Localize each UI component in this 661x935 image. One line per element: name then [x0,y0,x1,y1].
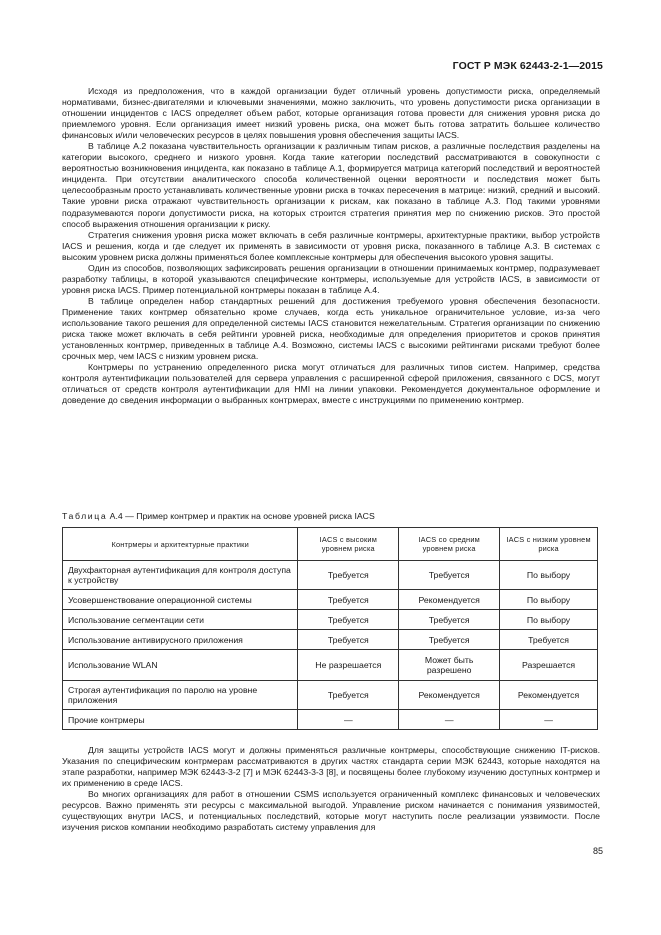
table-row [63,650,598,681]
table-cell: Требуется [500,630,598,650]
table-cell: Двухфакторная аутентификация для контроля доступа к устройству [63,561,298,590]
table-header-row [63,528,598,561]
column-header: IACS с низким уровнем риска [500,528,598,561]
table-cell: Требуется [298,590,399,610]
table-row [63,610,598,630]
table-cell: Прочие контрмеры [63,710,298,730]
table-cell: — [298,710,399,730]
table-cell: По выбору [500,561,598,590]
table-cell: Требуется [399,630,500,650]
table-cell: Требуется [298,681,399,710]
table-cell: По выбору [500,590,598,610]
table-cell: Требуется [298,610,399,630]
table-cell: Не разрешается [298,650,399,681]
countermeasures-table [62,527,598,730]
table-cell: Требуется [399,610,500,630]
table-caption-text: А.4 — Пример контрмер и практик на основе уровней риска IACS [107,511,375,521]
page-number: 85 [592,846,603,856]
paragraph: В таблице определен набор стандартных решений для достижения требуемого уровня обеспечения безопасности. Применение таких контрмер обязательно кроме случаев, когда есть уникальное ограничительное условие, из-за чего использование такого решения для определенной системы IACS становится нежелательным. Стратегия организации по снижению риска также может включать в себя рейтинги уровней риска, необходимые для определения приоритетов и сроков принятия установленных контрмер, приведенных в таблице А.4. Возможно, системы IACS с высокими рейтингами рисками требуют более срочных мер, чем IACS с низким уровнем риска. [62,295,600,362]
table-cell: — [500,710,598,730]
table-cell: Использование сегментации сети [63,610,298,630]
paragraph: В таблице А.2 показана чувствительность организации к различным типам рисков, а различные последствия разделены на категории высокого, среднего и низкого уровня. Когда такие категории последствий рассматриваются в совокупности с вероятностью возникновения инцидента, как показано в таблице А.1, формируется матрица категорий последствий и вероятностей инцидента. При отсутствии аналитического способа количественной оценки вероятности и последствия может быть целесообразным просто устанавливать количественные уровни риска в точках пересечения в матрице: низкий, средний и высокий. Такие уровни риска отражают чувствительность организации к рискам, как показано в таблице А.3. Под такими уровнями подразумеваются пороги допустимости риска, на которых строится стратегия принятия мер по снижению рисков. Это простой способ выражения отношения организации к риску. [62,141,600,229]
column-header: IACS с высоким уровнем риска [298,528,399,561]
paragraph: Исходя из предположения, что в каждой организации будет отличный уровень допустимости риска, определяемый нормативами, бизнес-двигателями и ключевыми значениями, можно заключить, что уровень допустимости риска организации в отношении инцидентов с IACS определяет объем работ, которые организация готова провести для снижения уровня риска до приемлемого уровня. Если организация имеет низкий уровень риска, она может быть готова затратить большее количество финансовых и/или человеческих ресурсов в целях повышения уровня обеспечения защиты IACS. [62,86,600,141]
table-row [63,710,598,730]
paragraph: Один из способов, позволяющих зафиксировать решения организации в отношении принимаемых контрмер, подразумевает разработку таблицы, в которой указываются специфические контрмеры, используемые для устройств IACS, в зависимости от уровня риска IACS. Пример потенциальной контрмеры показан в таблице А.4. [62,262,600,295]
paragraph: Контрмеры по устранению определенного риска могут отличаться для различных типов систем. Например, средства контроля аутентификации пользователей для сервера управления с расширенной сферой приложения, связанного с DCS, могут отличаться от средств контроля аутентификации для HMI на линии упаковки. Рекомендуется документальное оформление и доведение до сведения информации о выбранных контрмерах, вместе с инструкциями по применению контрмер. [62,362,600,406]
table-cell: Использование антивирусного приложения [63,630,298,650]
table-cell: По выбору [500,610,598,630]
column-header: Контрмеры и архитектурные практики [63,528,298,561]
paragraph: Во многих организациях для работ в отношении CSMS используется ограниченный комплекс финансовых и человеческих ресурсов. Важно применять эти ресурсы с максимальной выгодой. Управление риском начинается с понимания уязвимостей, существующих внутри IACS, и потенциальных последствий, которые могут наступить после реализации уязвимости. После изучения рисков компании необходимо разработать систему управления для [62,789,600,833]
table-row [63,630,598,650]
column-header: IACS со средним уровнем риска [399,528,500,561]
table-cell: Требуется [298,561,399,590]
text-block-bottom [62,745,600,833]
table-cell: Усовершенствование операционной системы [63,590,298,610]
table-cell: Требуется [399,561,500,590]
table-cell: Рекомендуется [399,681,500,710]
standard-code-header: ГОСТ Р МЭК 62443-2-1—2015 [452,60,603,72]
paragraph: Стратегия снижения уровня риска может включать в себя различные контрмеры, архитектурные практики, выбор устройств IACS и решения, когда и где следует их применять в зависимости от уровня риска, показанного в таблице А.3. В системах с высоким уровнем риска должны применяться более комплексные контрмеры для обеспечения высокого уровня защиты. [62,229,600,262]
paragraph: Для защиты устройств IACS могут и должны применяться различные контрмеры, способствующие снижению IT-рисков. Указания по специфическим контрмерам рассматриваются в других частях стандарта серии МЭК 62443, которые находятся на этапе разработки, например МЭК 62443-3-2 [7] и МЭК 62443-3-3 [8], и посвящены более глубокому изучению доступных контрмер и их применению в среде IACS. [62,745,600,789]
table-row [63,590,598,610]
table-caption-label: Таблица [62,511,108,521]
table-cell: Может быть разрешено [399,650,500,681]
table-row [63,681,598,710]
table-cell: — [399,710,500,730]
table-cell: Использование WLAN [63,650,298,681]
table-row [63,561,598,590]
table-cell: Рекомендуется [399,590,500,610]
text-block-top [62,86,600,406]
table-cell: Строгая аутентификация по паролю на уровне приложения [63,681,298,710]
table-cell: Разрешается [500,650,598,681]
table-cell: Рекомендуется [500,681,598,710]
table-cell: Требуется [298,630,399,650]
table-caption [62,511,375,521]
